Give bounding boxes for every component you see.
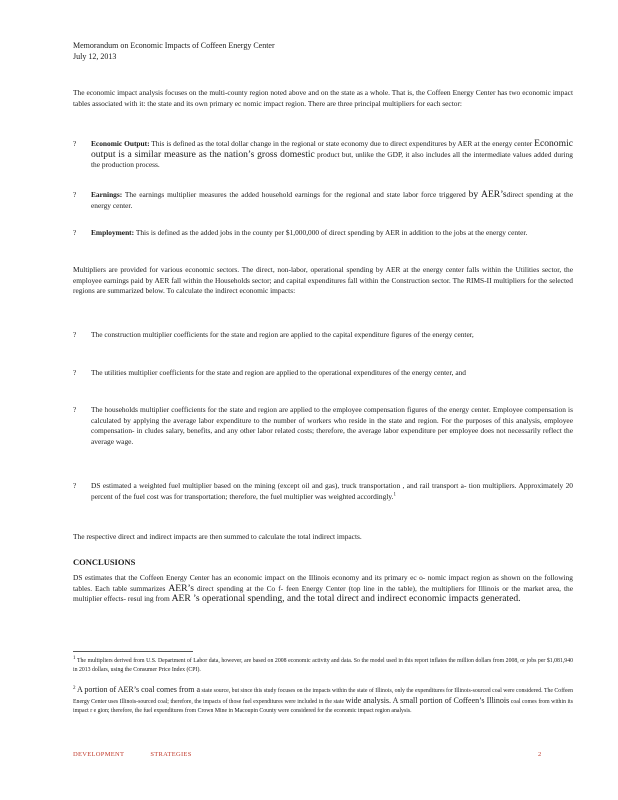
bullet-households: ? The households multiplier coefficients for the state and region are applied to the employee compensation figures of the energy center. Employee compensation is calculated by applying the average labor expenditure to the number of workers who reside in the state and region. For the purposes of this analysis, employee compensation- in cludes salary, benefits, and any other labor related costs; therefore, the average labor expenditure per employee does not necessarily reflect the average wage. (73, 405, 573, 446)
bullet-marker: ? (73, 368, 77, 377)
bullet-earnings: ? Earnings: The earnings multiplier measures the added household earnings for the regional and state labor force triggered by AER’sdirect spending at the energy center. (73, 189, 573, 210)
bullet-lead: Employment: (91, 228, 135, 237)
conclusions-heading: CONCLUSIONS (73, 557, 136, 567)
bullet-marker: ? (73, 330, 77, 339)
intro-paragraph: The economic impact analysis focuses on the multi-county region noted above and on the state as a whole. That is, the Coffeen Energy Center has two economic impact tables associated with it: the state and its own primary ec nomic impact region. There are three principal multipliers for each sector: (73, 88, 573, 108)
bullet-marker: ? (73, 228, 77, 237)
bullet-lead: Economic Output: (91, 139, 150, 148)
bullet-employment: ? Employment: This is defined as the added jobs in the county per $1,000,000 of direct spending by AER in addition to the jobs at the energy center. (73, 228, 528, 237)
bullet-construction: ? The construction multiplier coefficients for the state and region are applied to the capital expenditure figures of the energy center, (73, 330, 474, 339)
bullet-economic-output: ? Economic Output: This is defined as the total dollar change in the regional or state economy due to direct expenditures by AER at the energy center Economic output is a similar measure as the nation’s gross domestic product but, unlike the GDP, it also includes all the intermediate values added during the production process. (73, 138, 573, 169)
bullet-lead: Earnings: (91, 190, 123, 199)
footnote-number: 1 (73, 656, 76, 662)
footnote-divider (73, 651, 193, 652)
memo-date: July 12, 2013 (73, 52, 117, 61)
bullet-marker: ? (73, 190, 77, 199)
respective-paragraph: The respective direct and indirect impacts are then summed to calculate the total indirect impacts. (73, 532, 362, 541)
footnote-ref: 1 (393, 492, 396, 498)
memo-header (73, 40, 275, 62)
footnote-number: 2 (73, 686, 76, 692)
bullet-utilities: ? The utilities multiplier coefficients for the state and region are applied to the operational expenditures of the energy center, and (73, 368, 466, 377)
memo-title: Memorandum on Economic Impacts of Coffeen Energy Center (73, 41, 275, 50)
bullet-fuel: ? DS estimated a weighted fuel multiplier based on the mining (except oil and gas), truck transportation , and rail transport a- tion multipliers. Approximately 20 percent of the fuel cost was for transportation; therefore, the fuel multiplier was weighted accordingly.$^1$ (73, 481, 573, 501)
footnote-2: $^2$ A portion of AER’s coal comes from a state source, but since this study focuses on the impacts within the state of Illinois, only the expenditures for Illinois-sourced coal were considered. The Coffeen Energy Center uses Illinois-sourced coal; therefore, the impacts of those fuel expenditures were included in the state wide analysis. A small portion of Coffeen’s Illinois coal comes from within its impact r e gion; therefore, the fuel expenditures from Crown Mine in Macoupin County were considered for the economic impact region analysis. (73, 685, 574, 714)
bullet-marker: ? (73, 405, 77, 414)
conclusions-paragraph: DS estimates that the Coffeen Energy Center has an economic impact on the Illinois economy and its primary ec o- nomic impact region as shown on the following tables. Each table summarizes AER’s direct spending at the Co f- feen Energy Center (top line in the table), the multipliers for Illinois or the market area, the multiplier effects- resul ing from AER ’s operational spending, and the total direct and indirect economic impacts generated. (73, 573, 573, 604)
page-number: 2 (538, 751, 542, 758)
footer-brand: DEVELOPMENT STRATEGIES (73, 751, 192, 758)
bullet-marker: ? (73, 139, 77, 148)
footnote-1: $^1$ The multipliers derived from U.S. Department of Labor data, however, are based on 2008 economic activity and data. So the model used in this report inflates the million dollars from 2008, or jobs per $1,081,940 in 2013 dollars, using the Consumer Price Index (CPI). (73, 656, 573, 673)
multipliers-paragraph: Multipliers are provided for various economic sectors. The direct, non-labor, operational spending by AER at the energy center falls within the Utilities sector, the employee earnings paid by AER fall within the Households sector; and capital expenditures fall within the Construction sector. The RIMS-II multipliers for the selected regions are summarized below. To calculate the indirect economic impacts: (73, 265, 573, 295)
bullet-marker: ? (73, 481, 77, 490)
